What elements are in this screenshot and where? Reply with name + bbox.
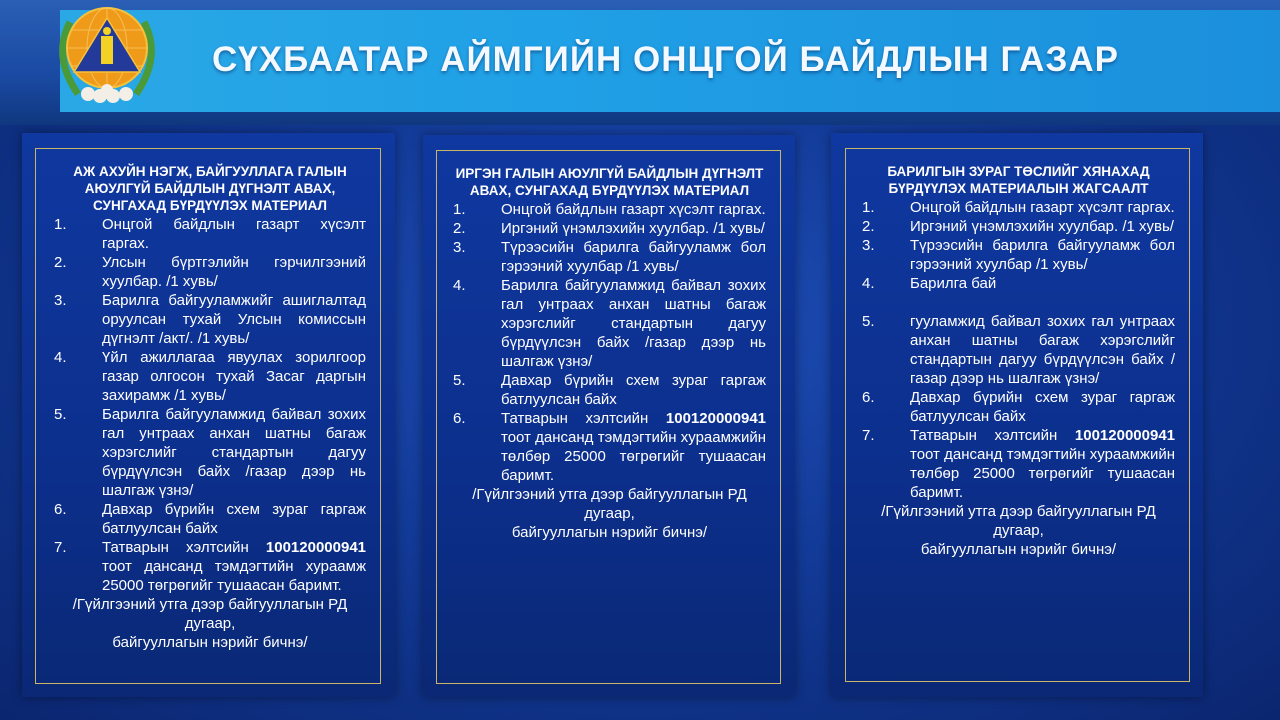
item-text [102, 253, 366, 291]
list-item [453, 409, 766, 485]
footer-note: дугаар, [584, 505, 635, 522]
account-number: 100120000941 [265, 539, 366, 556]
account-number: 100120000941 [1074, 427, 1175, 444]
item-number: 7. [862, 427, 875, 444]
item-text-after: тоот дансанд тэмдэгтийн хураамж 25000 төгрөгийг тушаасан баримт. [102, 558, 366, 594]
item-text [910, 198, 1175, 217]
item-text [102, 500, 366, 538]
item-number: 5. [862, 313, 875, 330]
item-text-main: Иргэний үнэмлэхийн хуулбар. /1 хувь/ [910, 218, 1174, 235]
item-text-main: Онцгой байдлын газарт хүсэлт гаргах. [102, 216, 366, 252]
item-number: 3. [862, 237, 875, 254]
item-text [102, 538, 366, 595]
spacer [862, 293, 1175, 312]
footer-note: байгууллагын нэрийг бичнэ/ [112, 634, 308, 651]
item-text [910, 312, 1175, 388]
item-number: 5. [453, 372, 466, 389]
item-text-main: Улсын бүртгэлийн гэрчилгээний хуулбар. /1 хувь/ [102, 254, 366, 290]
footer-note: дугаар, [993, 522, 1044, 539]
item-text [501, 371, 766, 409]
item-text-main: Барилга байгууламжид байвал зохих гал унтраах анхан шатны багаж хэрэгслийг стандартын дагуу бүрдүүлсэн байх /газар дээр нь шалгаж үзнэ/ [501, 277, 766, 370]
item-number: 3. [453, 239, 466, 256]
footer-note: /Гүйлгээний утга дээр байгууллагын РД [472, 486, 747, 503]
item-number: 3. [54, 292, 67, 309]
item-text [910, 217, 1175, 236]
item-text [102, 405, 366, 500]
item-number: 1. [453, 201, 466, 218]
panel-building-design-content [845, 148, 1190, 682]
footer-note: /Гүйлгээний утга дээр байгууллагын РД [72, 596, 348, 613]
item-number: 4. [54, 349, 67, 366]
item-text [102, 348, 366, 405]
item-text [910, 236, 1175, 274]
item-number: 7. [54, 539, 67, 556]
item-text-main: Барилга байгууламжид байвал зохих гал унтраах анхан шатны багаж хэрэгслийг стандартын дагуу бүрдүүлсэн байх /газар дээр нь шалгаж үзнэ/ [102, 406, 366, 499]
item-number: 5. [54, 406, 67, 423]
list-item [862, 198, 1175, 217]
item-number: 6. [862, 389, 875, 406]
item-number: 2. [453, 220, 466, 237]
list-item [862, 236, 1175, 274]
list-item [862, 312, 1175, 388]
panel-organization-content [35, 148, 381, 684]
item-number: 4. [453, 277, 466, 294]
item-text [501, 276, 766, 371]
panel-citizen-content [436, 150, 781, 684]
list-item [862, 217, 1175, 236]
item-number: 1. [54, 216, 67, 233]
item-text [102, 291, 366, 348]
list-item [54, 405, 366, 500]
list-item [453, 371, 766, 409]
item-text-main: Барилга байгууламжийг ашиглалтад оруулсан тухай Улсын комиссын дүгнэлт /акт/. /1 хувь/ [102, 292, 366, 347]
item-text [102, 215, 366, 253]
list-item [54, 253, 366, 291]
footer-note: байгууллагын нэрийг бичнэ/ [511, 524, 708, 541]
item-text [501, 409, 766, 485]
item-text-main: Онцгой байдлын газарт хүсэлт гаргах. [501, 201, 766, 218]
item-text [501, 219, 766, 238]
item-text-main: Иргэний үнэмлэхийн хуулбар. /1 хувь/ [501, 220, 765, 237]
item-text [910, 426, 1175, 502]
item-text [501, 200, 766, 219]
item-number: 4. [862, 275, 875, 292]
item-number: 6. [54, 501, 67, 518]
list-item [453, 276, 766, 371]
item-text-main: Татварын хэлтсийн [102, 539, 266, 556]
item-text [501, 238, 766, 276]
item-text-main: Татварын хэлтсийн [501, 410, 666, 427]
item-text-main: Үйл ажиллагаа явуулах зорилгоор газар олгосон тухай Засаг даргын захирамж /1 хувь/ [102, 349, 366, 404]
list-item [862, 388, 1175, 426]
panel-title: АЖ АХУЙН НЭГЖ, БАЙГУУЛЛАГА ГАЛЫН АЮУЛГҮЙ БАЙДЛЫН ДҮГНЭЛТ АВАХ, СУНГАХАД БҮРДҮҮЛЭХ МАТЕРИАЛ [73, 164, 347, 213]
item-text-main: Татварын хэлтсийн [910, 427, 1075, 444]
footer-note: байгууллагын нэрийг бичнэ/ [920, 541, 1117, 558]
footer-note: дугаар, [184, 615, 236, 632]
item-text-main: Түрээсийн барилга байгууламж бол гэрээний хуулбар /1 хувь/ [910, 237, 1175, 273]
list-item [453, 219, 766, 238]
list-item [54, 291, 366, 348]
page-title: СҮХБААТАР АЙМГИЙН ОНЦГОЙ БАЙДЛЫН ГАЗАР [212, 40, 1120, 79]
item-text-main: Барилга бай [910, 275, 997, 292]
item-text-main: Түрээсийн барилга байгууламж бол гэрээний хуулбар /1 хувь/ [501, 239, 766, 275]
list-item [453, 200, 766, 219]
item-text-main: Давхар бүрийн схем зураг гаргаж батлуулсан байх [501, 372, 766, 408]
list-item [54, 538, 366, 595]
item-text-after: тоот дансанд тэмдэгтийн хураамжийн төлбөр 25000 төгрөгийг тушаасан баримт. [501, 429, 766, 484]
account-number: 100120000941 [665, 410, 766, 427]
list-item [862, 426, 1175, 502]
item-number: 6. [453, 410, 466, 427]
panel-title: БАРИЛГЫН ЗУРАГ ТӨСЛИЙГ ХЯНАХАД БҮРДҮҮЛЭХ МАТЕРИАЛЫН ЖАГСААЛТ [887, 164, 1150, 196]
item-number: 1. [862, 199, 875, 216]
list-item [453, 238, 766, 276]
item-text-main: Давхар бүрийн схем зураг гаргаж батлуулсан байх [102, 501, 366, 537]
panel-title: ИРГЭН ГАЛЫН АЮУЛГҮЙ БАЙДЛЫН ДҮГНЭЛТ АВАХ, СУНГАХАД БҮРДҮҮЛЭХ МАТЕРИАЛ [455, 166, 764, 198]
item-text [910, 274, 1175, 293]
item-number: 2. [862, 218, 875, 235]
list-item [862, 274, 1175, 293]
footer-note: /Гүйлгээний утга дээр байгууллагын РД [881, 503, 1156, 520]
item-text-main: гууламжид байвал зохих гал унтраах анхан шатны багаж хэрэгслийг стандартын дагуу бүрдүүлсэн байх /газар дээр нь шалгаж үзнэ/ [910, 313, 1175, 387]
item-text-main: Онцгой байдлын газарт хүсэлт гаргах. [910, 199, 1175, 216]
list-item [54, 500, 366, 538]
list-item [54, 348, 366, 405]
item-number: 2. [54, 254, 67, 271]
list-item [54, 215, 366, 253]
emergency-agency-emblem-icon [48, 2, 166, 110]
item-text-main: Давхар бүрийн схем зураг гаргаж батлуулсан байх [910, 389, 1175, 425]
item-text [910, 388, 1175, 426]
item-text-after: тоот дансанд тэмдэгтийн хураамжийн төлбөр 25000 төгрөгийг тушаасан баримт. [910, 446, 1175, 501]
